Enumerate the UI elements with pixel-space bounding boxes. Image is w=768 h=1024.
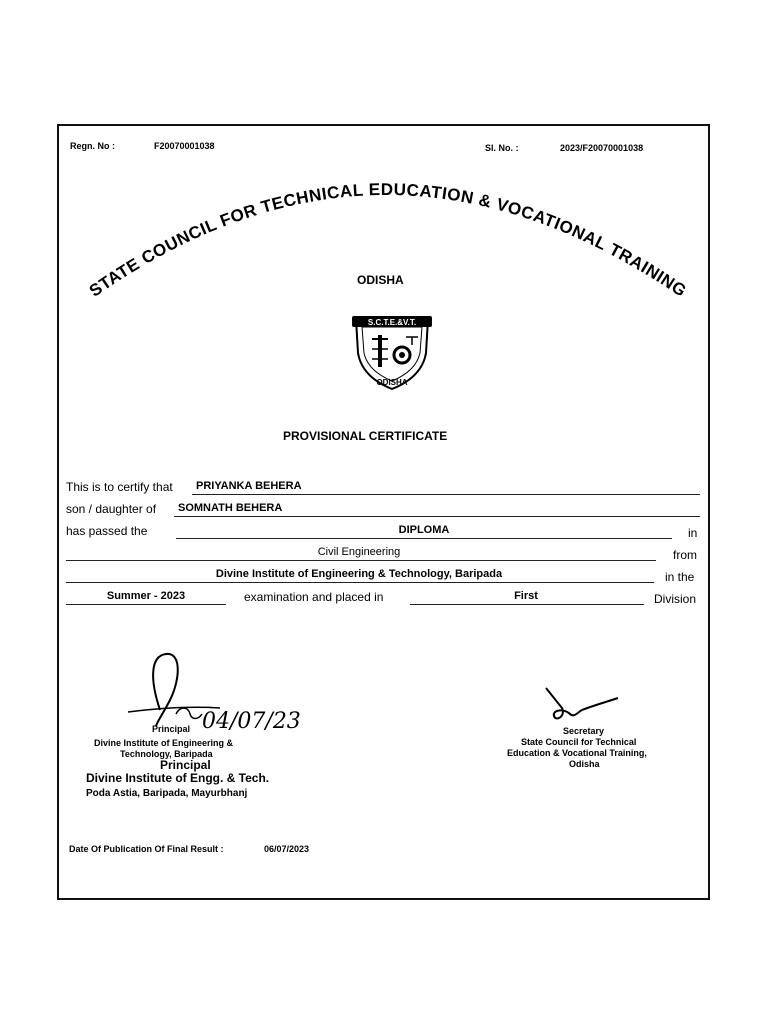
passed-label: has passed the <box>66 524 148 538</box>
council-arc-text: STATE COUNCIL FOR TECHNICAL EDUCATION & VOCATIONAL TRAINING <box>85 179 690 301</box>
division-label: Division <box>654 592 697 606</box>
seal-top-text: S.C.T.E.&V.T. <box>367 318 417 327</box>
institute: Divine Institute of Engineering & Technology, Baripada <box>215 568 503 580</box>
principal-sig-date: 04/07/23 <box>202 709 301 734</box>
secretary-signature <box>540 686 620 726</box>
principal-signature <box>120 650 301 740</box>
secretary-line3: Odisha <box>569 759 600 769</box>
session-line <box>66 604 226 605</box>
parent-name: SOMNATH BEHERA <box>178 502 283 514</box>
certificate-title: PROVISIONAL CERTIFICATE <box>283 429 448 443</box>
sl-label: Sl. No. : <box>485 143 519 153</box>
division: First <box>514 590 538 602</box>
session: Summer - 2023 <box>106 590 186 602</box>
principal-inst-line1: Divine Institute of Engineering & <box>94 738 234 748</box>
secretary-title: Secretary <box>563 726 605 736</box>
name-line <box>192 494 700 495</box>
council-state: ODISHA <box>357 273 404 287</box>
principal-inst-line2: Technology, Baripada <box>120 749 213 759</box>
publication-date: 06/07/2023 <box>264 844 310 854</box>
regn-label: Regn. No : <box>70 141 115 151</box>
stamp-line2: Poda Astia, Baripada, Mayurbhanj <box>86 788 248 799</box>
certify-label: This is to certify that <box>66 480 173 494</box>
student-name: PRIYANKA BEHERA <box>196 480 302 492</box>
principal-title: Principal <box>152 724 191 734</box>
regn-value: F20070001038 <box>154 141 215 151</box>
branch: Civil Engineering <box>317 546 401 558</box>
publication-label: Date Of Publication Of Final Result : <box>69 844 224 854</box>
division-line <box>410 604 644 605</box>
secretary-line1: State Council for Technical <box>521 737 637 747</box>
in-the-label: in the <box>665 570 695 584</box>
parent-line <box>174 516 700 517</box>
relation-label: son / daughter of <box>66 502 157 516</box>
seal-bottom-text: ODISHA <box>376 378 408 387</box>
stamp-line1: Divine Institute of Engg. & Tech. <box>86 771 270 785</box>
qualification: DIPLOMA <box>398 524 450 536</box>
branch-line <box>66 560 656 561</box>
exam-label: examination and placed in <box>244 590 384 604</box>
council-seal <box>346 313 438 393</box>
sl-value: 2023/F20070001038 <box>560 143 644 153</box>
in-label: in <box>688 526 698 540</box>
from-label: from <box>673 548 697 562</box>
stamp-title: Principal <box>160 758 211 772</box>
qualification-line <box>176 538 672 539</box>
institute-line <box>66 582 654 583</box>
secretary-line2: Education & Vocational Training, <box>507 748 647 758</box>
